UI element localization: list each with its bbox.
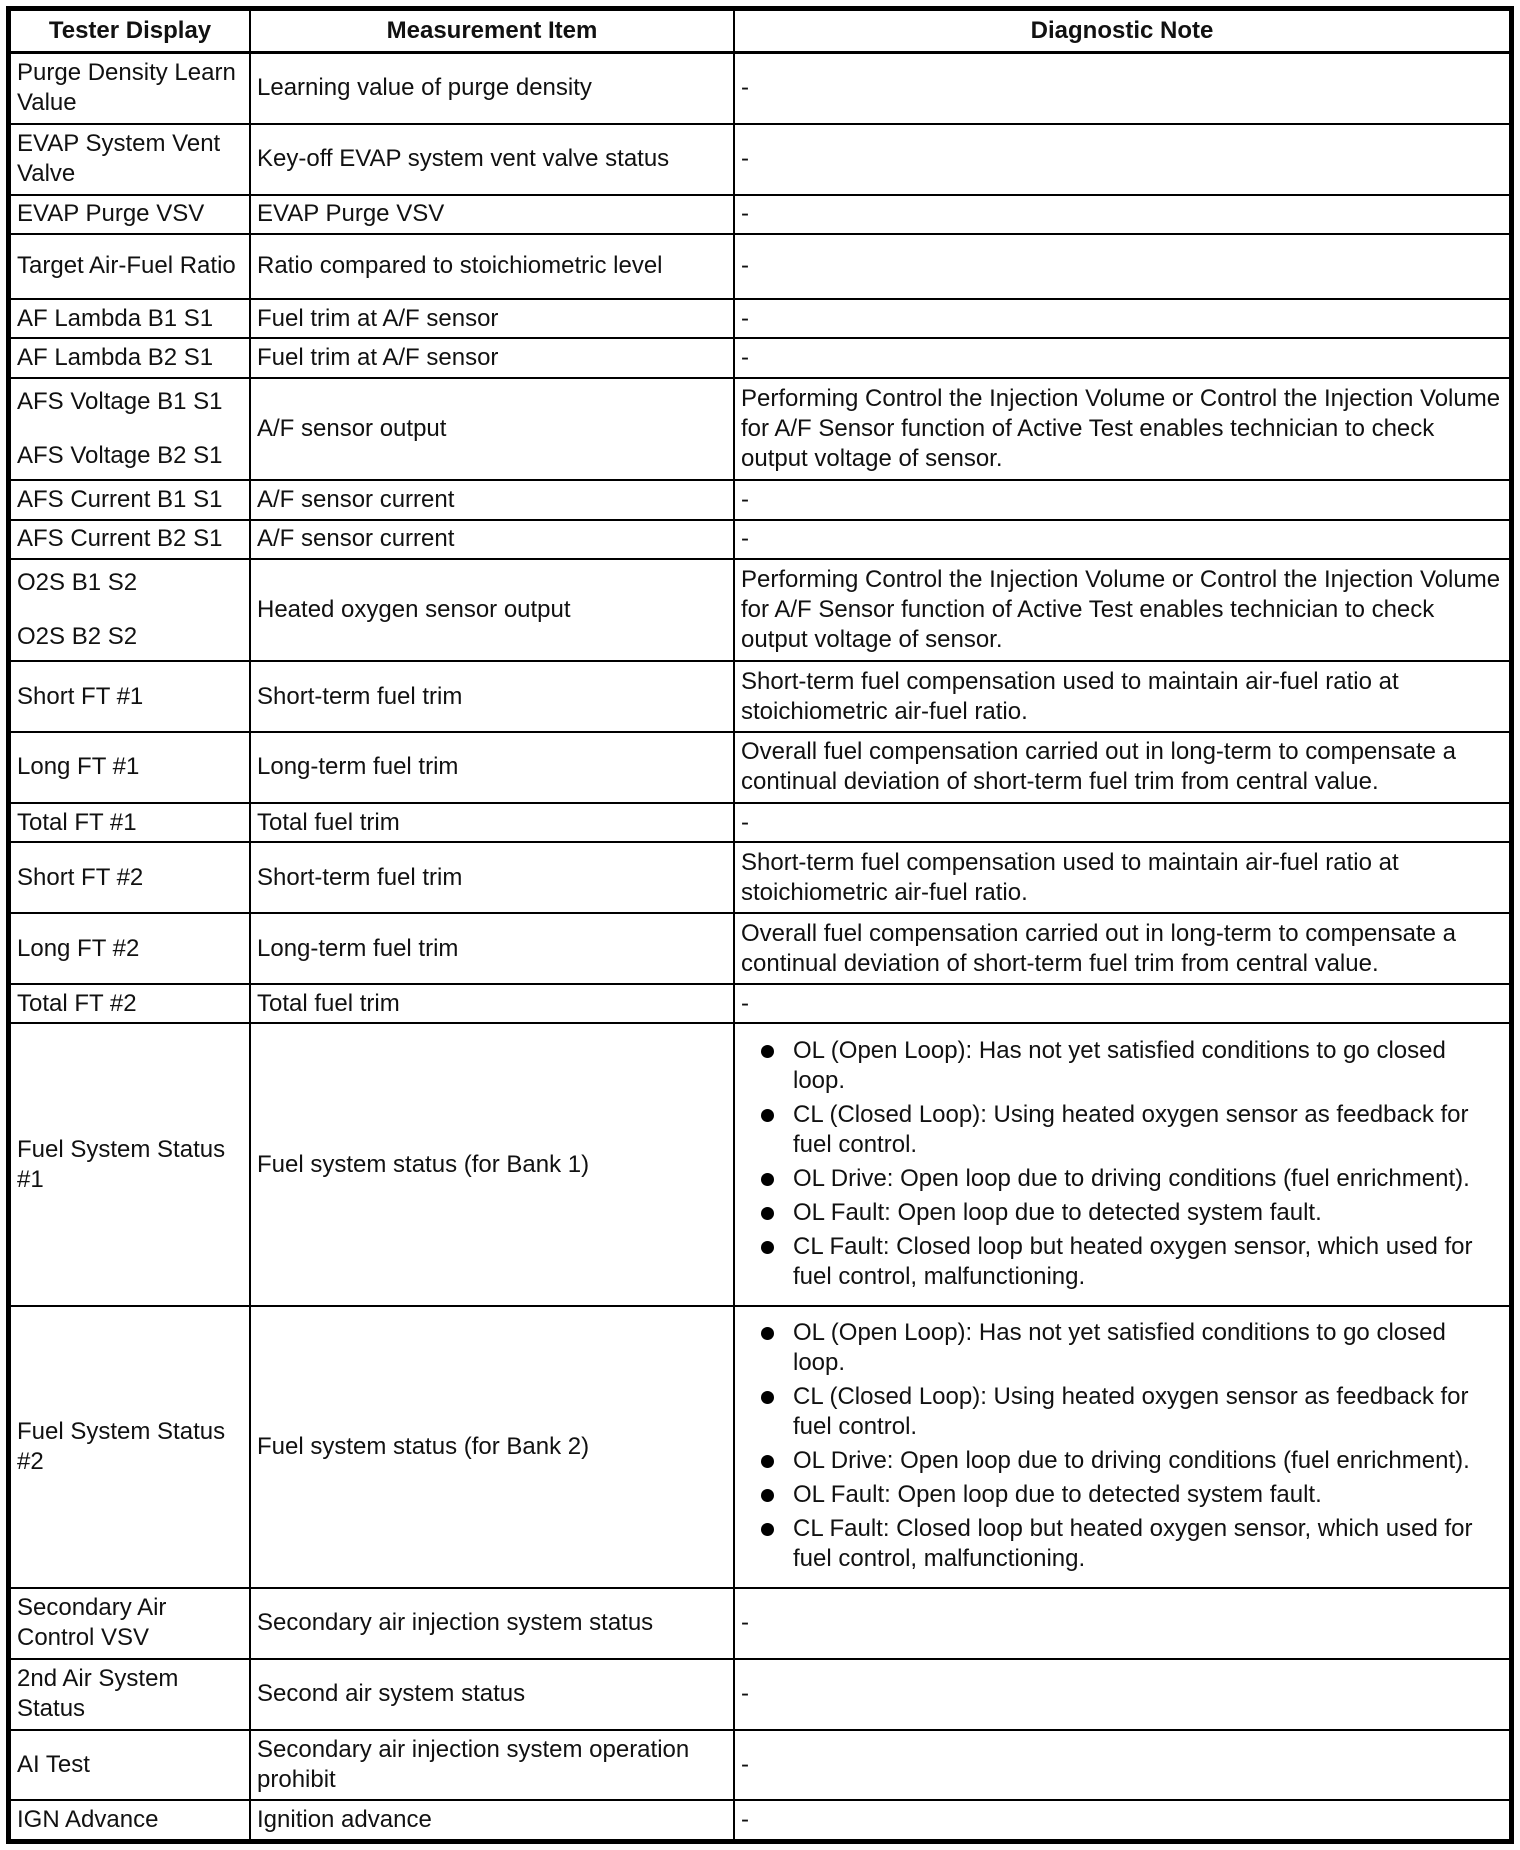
diagnostic-note-cell: - [734,1730,1510,1801]
bullet-dot-icon [761,1327,774,1340]
diagnostic-note-cell: - [734,124,1510,195]
measurement-item-cell: Secondary air injection system status [250,1588,734,1659]
bullet-text: OL Fault: Open loop due to detected system fault. [793,1199,1322,1227]
table-row [10,53,1510,124]
bullet-dot-icon [761,1109,774,1122]
status-bullet-list [741,1036,1503,1292]
list-item [761,1446,1503,1476]
bullet-dot-icon [761,1523,774,1536]
diagnostic-note-cell: - [734,520,1510,560]
tester-display-cell [10,1800,250,1840]
tester-display-text: O2S B2 S2 [17,623,138,651]
tester-display-cell [10,195,250,235]
diagnostic-note-cell: Performing Control the Injection Volume or Control the Injection Volume for A/F Sensor function of Active Test enables technician to check output voltage of sensor. [734,378,1510,480]
diagnostic-note-cell: Performing Control the Injection Volume or Control the Injection Volume for A/F Sensor function of Active Test enables technician to check output voltage of sensor. [734,559,1510,661]
tester-display-text: AFS Current B2 S1 [17,525,223,553]
diagnostic-note-cell: - [734,803,1510,843]
diagnostic-note-cell: - [734,1659,1510,1730]
tester-display-text: IGN Advance [17,1806,159,1834]
measurement-item-cell: Secondary air injection system operation prohibit [250,1730,734,1801]
tester-display-cell [10,480,250,520]
header-tester-display: Tester Display [10,10,250,53]
measurement-item-cell: Long-term fuel trim [250,913,734,984]
diagnostic-note-cell: - [734,234,1510,299]
tester-display-cell [10,984,250,1024]
list-item [761,1036,1503,1096]
header-diagnostic-note: Diagnostic Note [734,10,1510,53]
tester-display-cell [10,338,250,378]
diagnostic-note-cell: Short-term fuel compensation used to maintain air-fuel ratio at stoichiometric air-fuel ratio. [734,661,1510,732]
table-row [10,1659,1510,1730]
measurement-item-cell: Learning value of purge density [250,53,734,124]
table-row [10,984,1510,1024]
measurement-item-cell: Fuel system status (for Bank 2) [250,1306,734,1588]
list-item [761,1514,1503,1574]
tester-display-cell [10,378,250,480]
tester-display-cell [10,1730,250,1801]
bullet-dot-icon [761,1045,774,1058]
bullet-dot-icon [761,1207,774,1220]
tester-display-text: Short FT #1 [17,682,144,710]
table-row [10,234,1510,299]
tester-display-text: Long FT #1 [17,753,140,781]
diagnostic-note-cell: Overall fuel compensation carried out in long-term to compensate a continual deviation of short-term fuel trim from central value. [734,913,1510,984]
table-body [10,53,1510,1841]
list-item [761,1164,1503,1194]
diagnostic-note-cell: - [734,299,1510,339]
tester-display-text: AFS Voltage B1 S1 [17,387,223,415]
table-row [10,124,1510,195]
measurement-item-cell: Long-term fuel trim [250,732,734,803]
bullet-text: OL Drive: Open loop due to driving conditions (fuel enrichment). [793,1165,1470,1193]
tester-display-cell [10,842,250,913]
tester-display-cell [10,520,250,560]
tester-display-cell [10,124,250,195]
measurement-item-cell: EVAP Purge VSV [250,195,734,235]
tester-display-text: Fuel System Status #2 [17,1417,226,1475]
measurement-item-cell: Fuel system status (for Bank 1) [250,1023,734,1305]
tester-display-cell [10,1588,250,1659]
tester-display-text: Secondary Air Control VSV [17,1594,167,1652]
tester-display-text: AF Lambda B2 S1 [17,344,214,372]
bullet-text: OL (Open Loop): Has not yet satisfied conditions to go closed loop. [793,1319,1446,1377]
tester-display-text: Total FT #2 [17,989,137,1017]
measurement-item-cell: Short-term fuel trim [250,661,734,732]
tester-display-text: AFS Voltage B2 S1 [17,441,223,469]
bullet-text: OL Drive: Open loop due to driving conditions (fuel enrichment). [793,1447,1470,1475]
bullet-text: CL Fault: Closed loop but heated oxygen sensor, which used for fuel control, malfunctioning. [793,1233,1473,1291]
list-item [761,1100,1503,1160]
table-row [10,1730,1510,1801]
measurement-item-cell: Total fuel trim [250,803,734,843]
tester-display-cell [10,234,250,299]
bullet-text: OL (Open Loop): Has not yet satisfied conditions to go closed loop. [793,1037,1446,1095]
bullet-dot-icon [761,1173,774,1186]
diagnostic-note-cell: - [734,1800,1510,1840]
diagnostic-note-cell: - [734,338,1510,378]
measurement-item-cell: Total fuel trim [250,984,734,1024]
header-measurement-item: Measurement Item [250,10,734,53]
status-bullet-list [741,1318,1503,1574]
bullet-dot-icon [761,1489,774,1502]
measurement-item-cell: Second air system status [250,1659,734,1730]
diagnostic-note-cell [734,1023,1510,1305]
tester-display-cell [10,1659,250,1730]
measurement-item-cell: A/F sensor current [250,480,734,520]
table-row [10,661,1510,732]
table-row [10,1023,1510,1305]
tester-display-text: Fuel System Status #1 [17,1135,226,1193]
table-row [10,195,1510,235]
diagnostic-table-container [6,6,1514,1844]
tester-display-text: O2S B1 S2 [17,569,138,597]
table-row [10,1306,1510,1588]
table-header-row [10,10,1510,53]
measurement-item-cell: Heated oxygen sensor output [250,559,734,661]
bullet-text: CL Fault: Closed loop but heated oxygen sensor, which used for fuel control, malfunctioning. [793,1515,1473,1573]
diagnostic-note-cell: - [734,1588,1510,1659]
diagnostic-table [9,9,1511,1841]
tester-display-text: Short FT #2 [17,863,144,891]
list-item [761,1232,1503,1292]
tester-display-cell [10,53,250,124]
measurement-item-cell: Fuel trim at A/F sensor [250,299,734,339]
diagnostic-note-cell: - [734,984,1510,1024]
diagnostic-note-cell [734,1306,1510,1588]
table-row [10,520,1510,560]
table-row [10,1800,1510,1840]
diagnostic-note-cell: - [734,195,1510,235]
list-item [761,1318,1503,1378]
measurement-item-cell: Ratio compared to stoichiometric level [250,234,734,299]
measurement-item-cell: A/F sensor current [250,520,734,560]
table-row [10,913,1510,984]
tester-display-cell [10,1306,250,1588]
measurement-item-cell: Key-off EVAP system vent valve status [250,124,734,195]
tester-display-cell [10,661,250,732]
tester-display-cell [10,1023,250,1305]
bullet-text: OL Fault: Open loop due to detected system fault. [793,1481,1322,1509]
tester-display-text: 2nd Air System Status [17,1665,179,1723]
table-row [10,338,1510,378]
measurement-item-cell: A/F sensor output [250,378,734,480]
measurement-item-cell: Short-term fuel trim [250,842,734,913]
tester-display-text: EVAP System Vent Valve [17,130,221,188]
tester-display-text: Purge Density Learn Value [17,59,236,117]
tester-display-text: AF Lambda B1 S1 [17,304,214,332]
bullet-dot-icon [761,1455,774,1468]
list-item [761,1480,1503,1510]
tester-display-text: AFS Current B1 S1 [17,485,223,513]
tester-display-text: EVAP Purge VSV [17,200,205,228]
tester-display-cell [10,299,250,339]
tester-display-cell [10,559,250,661]
diagnostic-note-cell: Overall fuel compensation carried out in long-term to compensate a continual deviation of short-term fuel trim from central value. [734,732,1510,803]
tester-display-text: Long FT #2 [17,934,140,962]
table-row [10,378,1510,480]
measurement-item-cell: Ignition advance [250,1800,734,1840]
list-item [761,1198,1503,1228]
table-row [10,803,1510,843]
tester-display-text: AI Test [17,1750,90,1778]
diagnostic-note-cell: - [734,480,1510,520]
table-row [10,299,1510,339]
table-row [10,1588,1510,1659]
diagnostic-note-cell: Short-term fuel compensation used to maintain air-fuel ratio at stoichiometric air-fuel ratio. [734,842,1510,913]
list-item [761,1382,1503,1442]
table-row [10,480,1510,520]
bullet-text: CL (Closed Loop): Using heated oxygen sensor as feedback for fuel control. [793,1101,1469,1159]
diagnostic-note-cell: - [734,53,1510,124]
table-row [10,732,1510,803]
tester-display-cell [10,913,250,984]
table-row [10,559,1510,661]
tester-display-text: Target Air-Fuel Ratio [17,252,236,280]
table-row [10,842,1510,913]
tester-display-text: Total FT #1 [17,808,137,836]
tester-display-cell [10,803,250,843]
bullet-dot-icon [761,1241,774,1254]
measurement-item-cell: Fuel trim at A/F sensor [250,338,734,378]
tester-display-cell [10,732,250,803]
bullet-text: CL (Closed Loop): Using heated oxygen sensor as feedback for fuel control. [793,1383,1469,1441]
bullet-dot-icon [761,1391,774,1404]
